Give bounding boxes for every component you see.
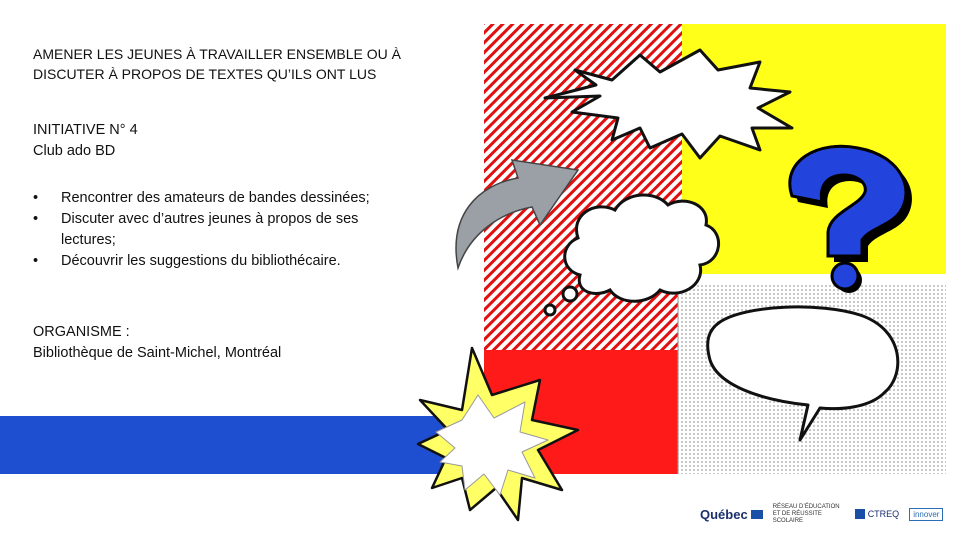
organization-label: ORGANISME :	[33, 324, 130, 340]
bullet-icon: •	[33, 211, 39, 227]
thought-cloud-icon	[565, 195, 719, 301]
quebec-logo	[700, 507, 763, 522]
reseau-logo: RÉSEAU D’ÉDUCATION ET DE RÉUSSITE SCOLAIRE	[772, 503, 840, 524]
thought-dot-icon	[545, 305, 555, 315]
innover-logo: innover	[909, 508, 943, 521]
ctreq-square-icon	[855, 509, 865, 519]
initiative-name: Club ado BD	[33, 143, 116, 159]
ctreq-logo	[855, 509, 900, 519]
list-item-text: Discuter avec d’autres jeunes à propos de ses lectures;	[61, 211, 359, 248]
fleur-de-lys-icon	[751, 510, 763, 519]
initiative-number: INITIATIVE N° 4	[33, 122, 138, 138]
partner-logos	[700, 498, 943, 530]
bullet-icon: •	[33, 190, 39, 206]
bullet-icon: •	[33, 253, 39, 269]
ctreq-logo-text: CTREQ	[867, 509, 900, 519]
organization-value: Bibliothèque de Saint-Michel, Montréal	[33, 345, 282, 361]
thought-dot-icon	[563, 287, 577, 301]
quebec-logo-text: Québec	[700, 506, 748, 522]
list-item-text: Rencontrer des amateurs de bandes dessinées;	[61, 190, 370, 206]
list-item-text: Découvrir les suggestions du bibliothécaire.	[61, 253, 341, 269]
yellow-panel	[682, 24, 946, 274]
page-title: AMENER LES JEUNES À TRAVAILLER ENSEMBLE OU À DISCUTER À PROPOS DE TEXTES QU’ILS ONT LUS	[33, 46, 401, 82]
